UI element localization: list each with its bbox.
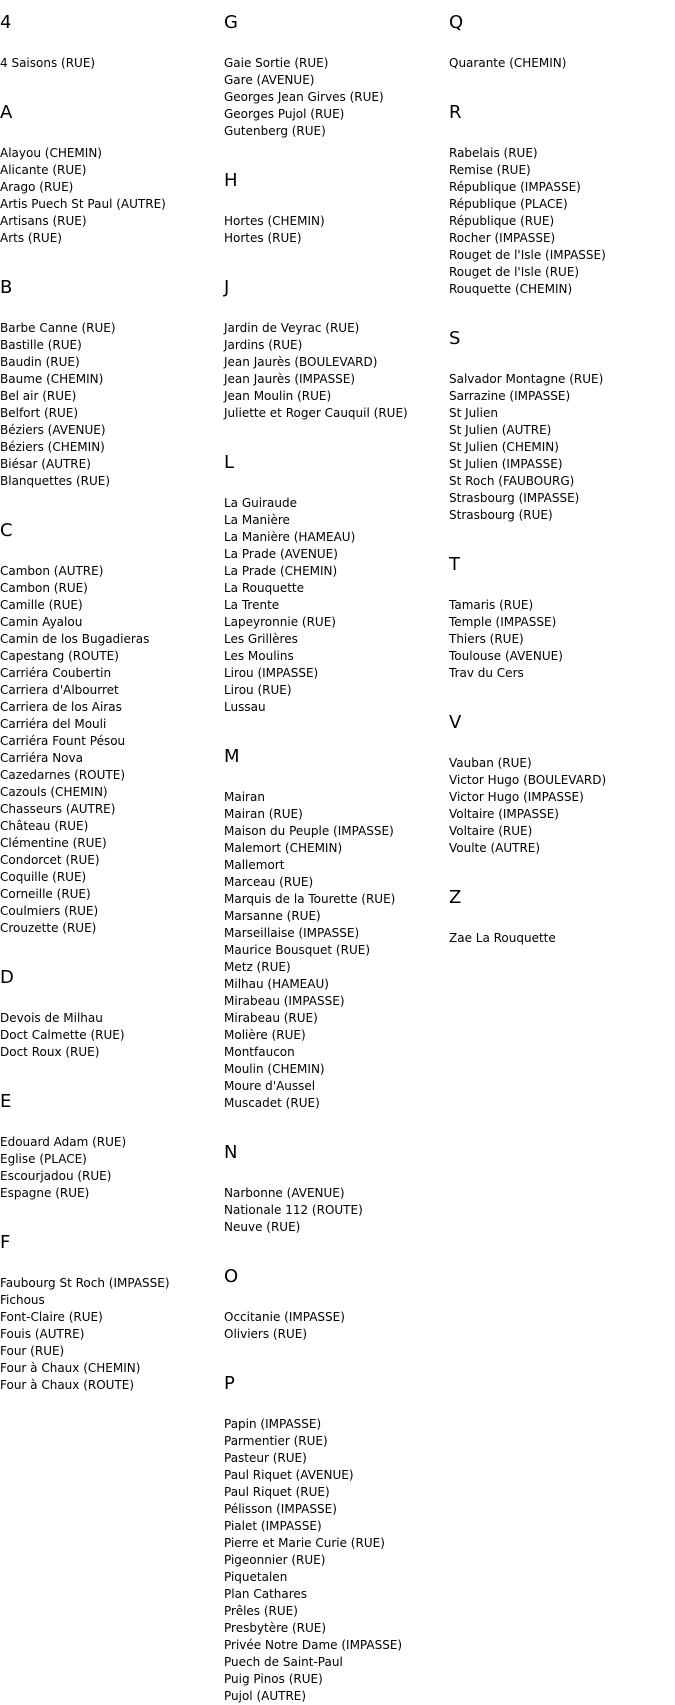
street-link[interactable]: Condorcet (RUE) bbox=[0, 853, 100, 867]
street-list bbox=[224, 320, 446, 422]
street-link[interactable]: La Trente bbox=[224, 598, 280, 612]
street-link[interactable]: République (PLACE) bbox=[449, 197, 568, 211]
street-link[interactable]: Tamaris (RUE) bbox=[449, 598, 534, 612]
street-link[interactable]: Sarrazine (IMPASSE) bbox=[449, 389, 571, 403]
street-link[interactable]: Prêles (RUE) bbox=[224, 1604, 298, 1618]
letter-section bbox=[449, 713, 671, 857]
street-link[interactable]: Rabelais (RUE) bbox=[449, 146, 538, 160]
index-column bbox=[0, 0, 222, 1394]
street-link[interactable]: Nationale 112 (ROUTE) bbox=[224, 1203, 363, 1217]
street-link[interactable]: Voulte (AUTRE) bbox=[449, 841, 541, 855]
letter-section bbox=[224, 1374, 446, 1705]
street-link[interactable]: Carriéra Nova bbox=[0, 751, 83, 765]
street-link[interactable]: Jean Jaurès (IMPASSE) bbox=[224, 372, 356, 386]
street-link[interactable]: Alayou (CHEMIN) bbox=[0, 146, 102, 160]
street-link[interactable]: La Manière (HAMEAU) bbox=[224, 530, 356, 544]
letter-heading: H bbox=[224, 170, 238, 191]
street-link[interactable]: Pélisson (IMPASSE) bbox=[224, 1502, 337, 1516]
street-list bbox=[224, 213, 446, 247]
street-list bbox=[224, 495, 446, 716]
street-link[interactable]: Chasseurs (AUTRE) bbox=[0, 802, 116, 816]
street-list bbox=[449, 55, 671, 72]
index-column bbox=[449, 0, 671, 947]
street-link[interactable]: Edouard Adam (RUE) bbox=[0, 1135, 127, 1149]
street-link[interactable]: 4 Saisons (RUE) bbox=[0, 56, 96, 70]
street-link[interactable]: Bastille (RUE) bbox=[0, 338, 82, 352]
street-link[interactable]: Rouget de l'Isle (IMPASSE) bbox=[449, 248, 606, 262]
street-link[interactable]: Cazedarnes (ROUTE) bbox=[0, 768, 126, 782]
street-link[interactable]: Four à Chaux (CHEMIN) bbox=[0, 1361, 141, 1375]
street-link[interactable]: Camille (RUE) bbox=[0, 598, 83, 612]
letter-section bbox=[0, 968, 222, 1061]
street-link[interactable]: Camin de los Bugadieras bbox=[0, 632, 150, 646]
street-link[interactable]: Neuve (RUE) bbox=[224, 1220, 301, 1234]
street-link[interactable]: Quarante (CHEMIN) bbox=[449, 56, 567, 70]
street-link[interactable]: Victor Hugo (IMPASSE) bbox=[449, 790, 584, 804]
street-link[interactable]: Barbe Canne (RUE) bbox=[0, 321, 116, 335]
letter-section bbox=[0, 521, 222, 937]
letter-section bbox=[449, 329, 671, 524]
letter-heading: P bbox=[224, 1373, 235, 1394]
letter-heading: 4 bbox=[0, 12, 12, 33]
street-link[interactable]: Presbytère (RUE) bbox=[224, 1621, 327, 1635]
street-link[interactable]: Montfaucon bbox=[224, 1045, 295, 1059]
street-list bbox=[0, 1134, 222, 1202]
street-link[interactable]: République (IMPASSE) bbox=[449, 180, 581, 194]
street-list bbox=[224, 1416, 446, 1705]
street-link[interactable]: Temple (IMPASSE) bbox=[449, 615, 557, 629]
street-link[interactable]: Camin Ayalou bbox=[0, 615, 83, 629]
street-link[interactable]: Maurice Bousquet (RUE) bbox=[224, 943, 370, 957]
street-link[interactable]: Espagne (RUE) bbox=[0, 1186, 90, 1200]
street-link[interactable]: La Prade (CHEMIN) bbox=[224, 564, 338, 578]
street-link[interactable]: Plan Cathares bbox=[224, 1587, 308, 1601]
street-link[interactable]: Mairan (RUE) bbox=[224, 807, 303, 821]
letter-heading: C bbox=[0, 520, 13, 541]
letter-heading: O bbox=[224, 1266, 239, 1287]
street-link[interactable]: Jardin de Veyrac (RUE) bbox=[224, 321, 360, 335]
letter-section bbox=[224, 1267, 446, 1343]
street-link[interactable]: Lussau bbox=[224, 700, 266, 714]
street-list bbox=[0, 145, 222, 247]
street-link[interactable]: République (RUE) bbox=[449, 214, 555, 228]
street-link[interactable]: Georges Jean Girves (RUE) bbox=[224, 90, 384, 104]
letter-heading: V bbox=[449, 712, 462, 733]
street-link[interactable]: Milhau (HAMEAU) bbox=[224, 977, 329, 991]
street-link[interactable]: Marquis de la Tourette (RUE) bbox=[224, 892, 396, 906]
street-list bbox=[224, 1185, 446, 1236]
street-list bbox=[449, 930, 671, 947]
street-link[interactable]: Font-Claire (RUE) bbox=[0, 1310, 103, 1324]
letter-section bbox=[0, 13, 222, 72]
letter-section bbox=[224, 747, 446, 1112]
street-link[interactable]: La Manière bbox=[224, 513, 290, 527]
street-link[interactable]: Jardins (RUE) bbox=[224, 338, 303, 352]
street-list bbox=[0, 1275, 222, 1394]
street-link[interactable]: Georges Pujol (RUE) bbox=[224, 107, 345, 121]
street-link[interactable]: Metz (RUE) bbox=[224, 960, 291, 974]
street-link[interactable]: Pierre et Marie Curie (RUE) bbox=[224, 1536, 385, 1550]
street-link[interactable]: Zae La Rouquette bbox=[449, 931, 556, 945]
street-link[interactable]: Artisans (RUE) bbox=[0, 214, 87, 228]
street-link[interactable]: Maison du Peuple (IMPASSE) bbox=[224, 824, 394, 838]
letter-heading: R bbox=[449, 102, 462, 123]
street-link[interactable]: Oliviers (RUE) bbox=[224, 1327, 307, 1341]
street-link[interactable]: Hortes (CHEMIN) bbox=[224, 214, 325, 228]
street-link[interactable]: La Prade (AVENUE) bbox=[224, 547, 338, 561]
street-link[interactable]: Doct Calmette (RUE) bbox=[0, 1028, 125, 1042]
street-link[interactable]: Belfort (RUE) bbox=[0, 406, 79, 420]
street-link[interactable]: St Julien (CHEMIN) bbox=[449, 440, 559, 454]
street-link[interactable]: Fouis (AUTRE) bbox=[0, 1327, 85, 1341]
street-link[interactable]: Occitanie (IMPASSE) bbox=[224, 1310, 345, 1324]
street-list bbox=[224, 55, 446, 140]
letter-section bbox=[224, 1143, 446, 1236]
street-link[interactable]: Mallemort bbox=[224, 858, 285, 872]
street-link[interactable]: Paul Riquet (AVENUE) bbox=[224, 1468, 354, 1482]
street-link[interactable]: Carriera d'Albourret bbox=[0, 683, 119, 697]
street-list bbox=[449, 597, 671, 682]
street-link[interactable]: Lirou (IMPASSE) bbox=[224, 666, 319, 680]
street-link[interactable]: Puig Pinos (RUE) bbox=[224, 1672, 323, 1686]
street-link[interactable]: Gaie Sortie (RUE) bbox=[224, 56, 329, 70]
street-link[interactable]: Moure d'Aussel bbox=[224, 1079, 316, 1093]
street-list bbox=[0, 55, 222, 72]
letter-heading: J bbox=[224, 277, 230, 298]
letter-heading: N bbox=[224, 1142, 238, 1163]
street-link[interactable]: Carriéra Coubertin bbox=[0, 666, 112, 680]
letter-heading: S bbox=[449, 328, 461, 349]
street-list bbox=[0, 1010, 222, 1061]
letter-section bbox=[0, 103, 222, 247]
street-link[interactable]: Lapeyronnie (RUE) bbox=[224, 615, 336, 629]
street-link[interactable]: Gutenberg (RUE) bbox=[224, 124, 326, 138]
street-link[interactable]: Carriéra del Mouli bbox=[0, 717, 107, 731]
letter-section bbox=[0, 1092, 222, 1202]
street-link[interactable]: Pasteur (RUE) bbox=[224, 1451, 307, 1465]
street-link[interactable]: Escourjadou (RUE) bbox=[0, 1169, 112, 1183]
letter-section bbox=[449, 103, 671, 298]
letter-heading: A bbox=[0, 102, 13, 123]
street-link[interactable]: Privée Notre Dame (IMPASSE) bbox=[224, 1638, 403, 1652]
letter-section bbox=[0, 278, 222, 490]
letter-section bbox=[224, 13, 446, 140]
street-link[interactable]: Marsanne (RUE) bbox=[224, 909, 321, 923]
street-link[interactable]: Crouzette (RUE) bbox=[0, 921, 97, 935]
street-link[interactable]: Puech de Saint-Paul bbox=[224, 1655, 343, 1669]
street-link[interactable]: Baume (CHEMIN) bbox=[0, 372, 104, 386]
street-list bbox=[224, 789, 446, 1112]
letter-heading: M bbox=[224, 746, 240, 767]
street-link[interactable]: Muscadet (RUE) bbox=[224, 1096, 320, 1110]
letter-section bbox=[224, 453, 446, 716]
letter-section bbox=[449, 555, 671, 682]
street-link[interactable]: Rocher (IMPASSE) bbox=[449, 231, 556, 245]
letter-heading: Q bbox=[449, 12, 464, 33]
street-link[interactable]: Voltaire (IMPASSE) bbox=[449, 807, 559, 821]
street-link[interactable]: Thiers (RUE) bbox=[449, 632, 524, 646]
street-link[interactable]: Remise (RUE) bbox=[449, 163, 531, 177]
street-link[interactable]: St Julien (AUTRE) bbox=[449, 423, 552, 437]
street-link[interactable]: Arts (RUE) bbox=[0, 231, 62, 245]
street-link[interactable]: Eglise (PLACE) bbox=[0, 1152, 87, 1166]
street-link[interactable]: Fichous bbox=[0, 1293, 45, 1307]
index-column bbox=[224, 0, 446, 1705]
street-list bbox=[0, 320, 222, 490]
street-link[interactable]: Malemort (CHEMIN) bbox=[224, 841, 343, 855]
street-link[interactable]: Corneille (RUE) bbox=[0, 887, 91, 901]
street-link[interactable]: Lirou (RUE) bbox=[224, 683, 292, 697]
street-link[interactable]: Arago (RUE) bbox=[0, 180, 74, 194]
street-link[interactable]: Pigeonnier (RUE) bbox=[224, 1553, 326, 1567]
street-link[interactable]: Papin (IMPASSE) bbox=[224, 1417, 322, 1431]
street-link[interactable]: Béziers (AVENUE) bbox=[0, 423, 106, 437]
letter-heading: F bbox=[0, 1232, 11, 1253]
street-list bbox=[224, 1309, 446, 1343]
street-link[interactable]: Les Moulins bbox=[224, 649, 294, 663]
street-link[interactable]: Toulouse (AVENUE) bbox=[449, 649, 563, 663]
street-link[interactable]: Piquetalen bbox=[224, 1570, 288, 1584]
letter-heading: G bbox=[224, 12, 238, 33]
street-link[interactable]: Les Grillères bbox=[224, 632, 298, 646]
street-link[interactable]: Vauban (RUE) bbox=[449, 756, 532, 770]
street-link[interactable]: Four (RUE) bbox=[0, 1344, 65, 1358]
street-link[interactable]: Baudin (RUE) bbox=[0, 355, 80, 369]
street-link[interactable]: Béziers (CHEMIN) bbox=[0, 440, 105, 454]
street-link[interactable]: Doct Roux (RUE) bbox=[0, 1045, 100, 1059]
street-link[interactable]: Blanquettes (RUE) bbox=[0, 474, 111, 488]
street-link[interactable]: Mairan bbox=[224, 790, 265, 804]
street-link[interactable]: Narbonne (AVENUE) bbox=[224, 1186, 345, 1200]
street-link[interactable]: Hortes (RUE) bbox=[224, 231, 302, 245]
street-link[interactable]: Bel air (RUE) bbox=[0, 389, 77, 403]
street-link[interactable]: La Guiraude bbox=[224, 496, 297, 510]
street-link[interactable]: Carriera de los Airas bbox=[0, 700, 122, 714]
street-link[interactable]: Paul Riquet (RUE) bbox=[224, 1485, 330, 1499]
street-link[interactable]: Faubourg St Roch (IMPASSE) bbox=[0, 1276, 170, 1290]
street-link[interactable]: Coulmiers (RUE) bbox=[0, 904, 99, 918]
letter-heading: E bbox=[0, 1091, 12, 1112]
street-link[interactable]: St Roch (FAUBOURG) bbox=[449, 474, 575, 488]
street-link[interactable]: Pialet (IMPASSE) bbox=[224, 1519, 322, 1533]
letter-heading: D bbox=[0, 967, 14, 988]
street-link[interactable]: Capestang (ROUTE) bbox=[0, 649, 119, 663]
street-list bbox=[0, 563, 222, 937]
street-link[interactable]: La Rouquette bbox=[224, 581, 304, 595]
street-link[interactable]: Parmentier (RUE) bbox=[224, 1434, 328, 1448]
street-link[interactable]: Alicante (RUE) bbox=[0, 163, 87, 177]
street-link[interactable]: Voltaire (RUE) bbox=[449, 824, 533, 838]
street-link[interactable]: Cazouls (CHEMIN) bbox=[0, 785, 108, 799]
street-link[interactable]: Moulin (CHEMIN) bbox=[224, 1062, 325, 1076]
street-link[interactable]: Molière (RUE) bbox=[224, 1028, 306, 1042]
street-link[interactable]: Coquille (RUE) bbox=[0, 870, 87, 884]
street-link[interactable]: St Julien (IMPASSE) bbox=[449, 457, 563, 471]
street-link[interactable]: Mirabeau (IMPASSE) bbox=[224, 994, 345, 1008]
street-link[interactable]: Cambon (AUTRE) bbox=[0, 564, 104, 578]
letter-heading: L bbox=[224, 452, 235, 473]
letter-section bbox=[0, 1233, 222, 1394]
street-link[interactable]: Mirabeau (RUE) bbox=[224, 1011, 318, 1025]
letter-heading: Z bbox=[449, 887, 462, 908]
street-link[interactable]: Rouget de l'Isle (RUE) bbox=[449, 265, 580, 279]
street-link[interactable]: Devois de Milhau bbox=[0, 1011, 103, 1025]
street-list bbox=[449, 755, 671, 857]
street-link[interactable]: Pujol (AUTRE) bbox=[224, 1689, 307, 1703]
street-link[interactable]: Artis Puech St Paul (AUTRE) bbox=[0, 197, 166, 211]
street-link[interactable]: Four à Chaux (ROUTE) bbox=[0, 1378, 135, 1392]
street-link[interactable]: Jean Jaurès (BOULEVARD) bbox=[224, 355, 378, 369]
street-link[interactable]: Château (RUE) bbox=[0, 819, 89, 833]
letter-heading: T bbox=[449, 554, 460, 575]
street-link[interactable]: Juliette et Roger Cauquil (RUE) bbox=[224, 406, 408, 420]
letter-section bbox=[449, 13, 671, 72]
letter-section bbox=[449, 888, 671, 947]
street-link[interactable]: Cambon (RUE) bbox=[0, 581, 88, 595]
street-link[interactable]: Carriéra Fount Pésou bbox=[0, 734, 126, 748]
street-link[interactable]: Strasbourg (RUE) bbox=[449, 508, 553, 522]
street-link[interactable]: Clémentine (RUE) bbox=[0, 836, 107, 850]
street-link[interactable]: Rouquette (CHEMIN) bbox=[449, 282, 573, 296]
street-link[interactable]: Trav du Cers bbox=[449, 666, 524, 680]
street-link[interactable]: Strasbourg (IMPASSE) bbox=[449, 491, 580, 505]
letter-heading: B bbox=[0, 277, 13, 298]
street-link[interactable]: Marceau (RUE) bbox=[224, 875, 314, 889]
street-link[interactable]: Marseillaise (IMPASSE) bbox=[224, 926, 360, 940]
street-list bbox=[449, 145, 671, 298]
street-link[interactable]: Biésar (AUTRE) bbox=[0, 457, 91, 471]
street-link[interactable]: Jean Moulin (RUE) bbox=[224, 389, 332, 403]
street-link[interactable]: Gare (AVENUE) bbox=[224, 73, 315, 87]
street-list bbox=[449, 371, 671, 524]
street-link[interactable]: Victor Hugo (BOULEVARD) bbox=[449, 773, 607, 787]
letter-section bbox=[224, 278, 446, 422]
street-link[interactable]: St Julien bbox=[449, 406, 498, 420]
letter-section bbox=[224, 171, 446, 247]
street-link[interactable]: Salvador Montagne (RUE) bbox=[449, 372, 604, 386]
